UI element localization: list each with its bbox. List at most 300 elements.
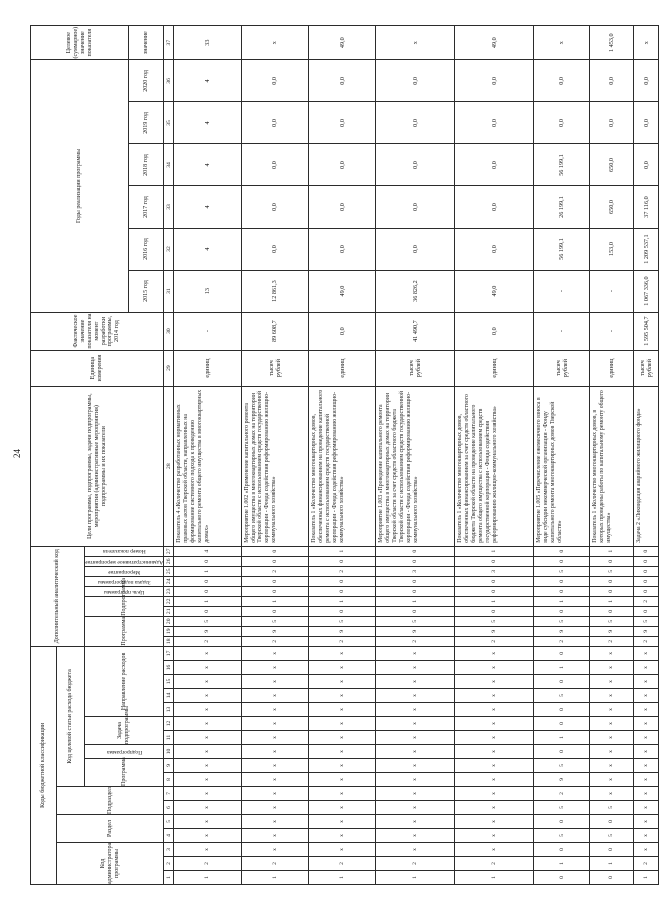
code-cell: х [174,661,241,675]
unit-cell: единиц [174,350,241,386]
code-cell: х [308,773,375,787]
code-cell: х [308,703,375,717]
code-cell: х [241,843,308,857]
code-cell: х [590,731,634,745]
column-number-cell: 11 [164,731,174,745]
code-cell: 5 [534,759,590,773]
code-cell: х [241,703,308,717]
code-cell: 1 [590,546,634,556]
code-cell: 0 [633,576,658,586]
code-cell: х [241,801,308,815]
code-cell: 5 [308,616,375,626]
year-value-cell: 0,0 [455,228,534,270]
code-cell: х [308,843,375,857]
code-cell: х [241,717,308,731]
column-number-cell: 21 [164,606,174,616]
year-value-cell: 0,0 [633,144,658,186]
year-value-cell: 0,0 [241,60,308,102]
year-value-cell: 37 116,0 [633,186,658,228]
year-value-cell: 49,0 [455,270,534,312]
code-cell: х [455,646,534,660]
code-cell: 0 [590,606,634,616]
code-cell: х [376,843,455,857]
code-cell: х [590,787,634,801]
column-number-cell: 20 [164,616,174,626]
year-header: 2017 год [129,186,164,228]
code-cell: 0 [241,576,308,586]
code-cell: х [455,745,534,759]
year-header: 2019 год [129,102,164,144]
code-cell: 0 [534,745,590,759]
year-value-cell: - [534,270,590,312]
code-cell: 0 [241,556,308,566]
code-cell: 2 [534,787,590,801]
column-number-cell: 12 [164,717,174,731]
code-cell: х [633,843,658,857]
year-value-cell: 0,0 [376,102,455,144]
code-cell: 5 [174,616,241,626]
year-value-cell: 12 861,3 [241,270,308,312]
code-cell: х [376,675,455,689]
code-cell: 0 [590,843,634,857]
code-cell: х [308,801,375,815]
code-cell: 2 [241,857,308,871]
code-cell: х [633,745,658,759]
code-cell: х [241,829,308,843]
year-value-cell: 0,0 [308,228,375,270]
code-cell: х [174,675,241,689]
year-value-cell: 56 199,1 [534,144,590,186]
code-cell: х [376,829,455,843]
year-value-cell: 4 [174,186,241,228]
year-value-cell: 4 [174,102,241,144]
code-cell: 9 [590,626,634,636]
extra-program-header: Программа [85,616,164,646]
code-cell: 2 [174,636,241,646]
code-cell: х [308,675,375,689]
year-value-cell: 0,0 [534,102,590,144]
code-cell: х [455,801,534,815]
code-cell: 1 [534,731,590,745]
year-header: 2016 год [129,228,164,270]
code-cell: 1 [241,596,308,606]
table-row [534,26,590,885]
code-cell: 0 [455,586,534,596]
extra-indicator-header: Номер показателя [85,546,164,556]
column-number-cell: 18 [164,636,174,646]
column-number-cell: 4 [164,829,174,843]
code-cell: х [174,745,241,759]
year-value-cell: 4 [174,60,241,102]
table-body [174,26,659,885]
code-cell: х [590,773,634,787]
code-cell: 0 [308,576,375,586]
code-cell: 1 [534,596,590,606]
table-row [633,26,658,885]
table-row [376,26,455,885]
code-cell: 5 [534,801,590,815]
code-cell: 0 [308,606,375,616]
base-value-cell: - [590,312,634,350]
year-value-cell: 0,0 [376,60,455,102]
code-cell: х [174,801,241,815]
code-cell: 1 [376,871,455,885]
task-header: Задача подпрограммы [85,717,164,745]
admin-code-header: Код администратора программы [57,843,164,885]
unit-cell: единиц [455,350,534,386]
column-number-cell: 6 [164,801,174,815]
target-value-cell: х [633,26,658,60]
year-value-cell: 0,0 [633,60,658,102]
code-cell: х [376,801,455,815]
description-cell: Показатель 1 «Количество многоквартирных домов, обеспеченных финансированием за счет средств областного бюджета Тверской области на проведение капитального ремонта общего имущества с использованием средств государственной корпорации - Фонда содействия реформированию жилищно-коммунального хозяйства» [455,386,534,546]
column-number-cell: 32 [164,228,174,270]
code-cell: х [241,689,308,703]
code-cell: х [308,646,375,660]
code-cell: х [174,773,241,787]
kbk-group-header: Коды бюджетной классификации [31,646,57,884]
code-cell: х [455,787,534,801]
unit-cell: тысяч рублей [534,350,590,386]
column-number-cell: 28 [164,386,174,546]
code-cell: х [455,689,534,703]
code-cell: 1 [174,566,241,576]
code-cell: х [174,759,241,773]
code-cell: 0 [590,586,634,596]
code-cell: х [376,773,455,787]
year-value-cell: 0,0 [455,144,534,186]
target-group-header: Целевое (суммарное) значение показателя [31,26,129,60]
code-cell: 0 [174,586,241,596]
column-number-row [164,26,174,885]
code-cell: 9 [633,626,658,636]
year-value-cell: 650,0 [590,144,634,186]
code-cell: 5 [590,616,634,626]
code-cell: 5 [376,616,455,626]
year-value-cell: 0,0 [376,186,455,228]
code-cell: х [174,843,241,857]
subprogram-header: Подпрограмма [85,745,164,759]
column-number-cell: 26 [164,556,174,566]
code-cell: х [241,759,308,773]
code-cell: х [590,661,634,675]
year-value-cell: 0,0 [376,228,455,270]
code-cell: х [241,675,308,689]
code-cell: 0 [534,576,590,586]
column-number-cell: 30 [164,312,174,350]
code-cell: 5 [455,616,534,626]
code-cell: 0 [376,556,455,566]
code-cell: 0 [376,606,455,616]
code-cell: 5 [534,689,590,703]
code-cell: 0 [633,556,658,566]
column-number-cell: 19 [164,626,174,636]
unit-cell: единиц [590,350,634,386]
code-cell: х [376,787,455,801]
code-cell: 9 [534,773,590,787]
code-cell: 9 [455,626,534,636]
code-cell: 0 [308,586,375,596]
table-row [241,26,308,885]
code-cell: 0 [534,871,590,885]
code-cell: х [590,703,634,717]
description-cell: Показатель 1 «Количество многоквартирных домов, обеспеченных финансированием на проведение капитального ремонта с использованием средств государственной корпорации - Фонда содействия реформированию жилищно-коммунального хозяйства» [308,386,375,546]
code-cell: х [455,843,534,857]
target-value-cell: 49,0 [455,26,534,60]
code-cell: х [633,703,658,717]
code-cell: 5 [534,829,590,843]
code-cell: 2 [633,596,658,606]
code-cell: х [174,815,241,829]
code-cell: 2 [241,636,308,646]
code-cell: х [376,745,455,759]
year-value-cell: 0,0 [308,102,375,144]
year-value-cell: 0,0 [534,60,590,102]
code-cell: х [308,787,375,801]
code-cell: х [174,731,241,745]
code-cell: 0 [534,546,590,556]
base-value-cell: 41 490,7 [376,312,455,350]
code-cell: х [455,815,534,829]
program-header: Программа [85,759,164,787]
code-cell: х [455,759,534,773]
code-cell: 2 [633,857,658,871]
description-cell: Задача 2 «Ликвидация аварийного жилищного фонда» [633,386,658,546]
code-cell: 0 [590,556,634,566]
code-cell: 2 [308,636,375,646]
column-number-cell: 1 [164,871,174,885]
landscape-table-container [30,25,654,885]
code-cell: 1 [308,871,375,885]
code-cell: 4 [174,546,241,556]
extra-task-header: Задача подпрограммы [85,576,164,586]
description-cell: Мероприятие 1.002 «Применение капитального ремонта общего имущества в многоквартирных домах на территории Тверской области с использованием средств государственной корпорации - Фонда содействия реформированию жилищно-коммунального хозяйства» [241,386,308,546]
code-cell: 1 [455,546,534,556]
year-value-cell: 0,0 [308,144,375,186]
code-cell: х [455,661,534,675]
section-header: Раздел [57,815,164,843]
code-cell: 1 [534,857,590,871]
column-number-cell: 10 [164,745,174,759]
code-cell: 0 [308,556,375,566]
code-cell: 0 [534,717,590,731]
code-cell: х [241,661,308,675]
column-number-cell: 31 [164,270,174,312]
code-cell: 1 [308,596,375,606]
year-value-cell: 0,0 [241,144,308,186]
direction-header: Направление расходов [85,646,164,716]
code-cell: 2 [376,636,455,646]
year-value-cell: 0,0 [376,144,455,186]
column-number-cell: 27 [164,546,174,556]
description-cell: Показатель 4 «Количество разработанных нормативных правовых актов Тверской области, направленных на формирование системного подхода к проведению капитального ремонта общего имущества в многоквартирных домах» [174,386,241,546]
target-value-cell: х [241,26,308,60]
code-cell: 0 [534,703,590,717]
base-value-cell: 0,0 [455,312,534,350]
column-number-cell: 22 [164,596,174,606]
code-cell: х [308,689,375,703]
code-cell: 0 [241,546,308,556]
column-number-cell: 33 [164,186,174,228]
column-number-cell: 15 [164,675,174,689]
year-header: 2015 год [129,270,164,312]
code-cell: 9 [241,626,308,636]
description-header: Цели программы, подпрограммы, задачи подпрограммы, мероприятия (административные мероприятия) подпрограммы и их показатели [31,386,164,546]
code-cell: 0 [455,556,534,566]
code-cell: 2 [534,636,590,646]
code-cell: х [241,745,308,759]
column-number-cell: 37 [164,26,174,60]
year-value-cell: 4 [174,144,241,186]
description-cell: Мероприятие 1.005 «Перечисление ежемесячного взноса в виде субсидии некоммерческой организации - Фонду капитального ремонта многоквартирных домов Тверской области» [534,386,590,546]
code-cell: х [633,646,658,660]
column-number-cell: 7 [164,787,174,801]
base-value-cell: - [534,312,590,350]
code-cell: 0 [633,566,658,576]
column-number-cell: 24 [164,576,174,586]
year-value-cell: 56 199,1 [534,228,590,270]
page-number: 24 [12,449,22,458]
code-cell: 0 [633,546,658,556]
program-indicators-table [30,25,659,885]
code-cell: х [633,689,658,703]
column-number-cell: 8 [164,773,174,787]
year-value-cell: 0,0 [590,102,634,144]
code-cell: х [633,675,658,689]
year-value-cell: 0,0 [241,186,308,228]
code-cell: 0 [534,843,590,857]
year-value-cell: 1 209 537,1 [633,228,658,270]
year-value-cell: 26 199,1 [534,186,590,228]
code-cell: 0 [376,586,455,596]
code-cell: 2 [455,857,534,871]
code-cell: 1 [174,596,241,606]
code-cell: х [174,787,241,801]
code-cell: х [241,646,308,660]
target-value-cell: 49,0 [308,26,375,60]
code-cell: 1 [455,871,534,885]
column-number-cell: 23 [164,586,174,596]
target-value-cell: 33 [174,26,241,60]
code-cell: 9 [308,626,375,636]
code-cell: 5 [590,829,634,843]
code-cell: 0 [534,675,590,689]
base-value-cell: - [174,312,241,350]
code-cell: х [633,759,658,773]
code-cell: х [590,646,634,660]
extra-measure-header: Мероприятие [85,566,164,576]
code-cell: 0 [534,556,590,566]
code-cell: 5 [534,616,590,626]
table-row [590,26,634,885]
unit-cell: тысяч рублей [633,350,658,386]
column-number-cell: 17 [164,646,174,660]
year-value-cell: 153,0 [590,228,634,270]
code-cell: х [633,717,658,731]
code-cell: 5 [590,566,634,576]
year-value-cell: 0,0 [308,60,375,102]
year-value-cell: 0,0 [455,60,534,102]
code-cell: 2 [633,636,658,646]
code-cell: 3 [376,566,455,576]
column-number-cell: 16 [164,661,174,675]
code-cell: х [174,703,241,717]
code-cell: х [590,689,634,703]
code-cell: 0 [534,815,590,829]
year-value-cell: 0,0 [590,60,634,102]
code-cell: х [633,815,658,829]
code-cell: х [241,815,308,829]
code-cell: х [590,745,634,759]
years-group-header: Годы реализации программы [31,60,129,312]
code-cell: 2 [308,566,375,576]
unit-cell: тысяч рублей [241,350,308,386]
unit-header: Единица измерения [31,350,164,386]
code-cell: 0 [534,586,590,596]
code-cell: х [308,717,375,731]
table-row [455,26,534,885]
code-cell: 1 [241,871,308,885]
code-cell: х [241,787,308,801]
code-cell: х [376,661,455,675]
code-cell: х [633,661,658,675]
code-cell: х [308,815,375,829]
year-value-cell: 1 067 336,0 [633,270,658,312]
code-cell: 0 [455,576,534,586]
code-cell: 9 [376,626,455,636]
code-cell: 0 [174,556,241,566]
base-value-cell: 1 595 504,7 [633,312,658,350]
code-cell: 0 [376,546,455,556]
column-number-cell: 13 [164,703,174,717]
column-number-cell: 25 [164,566,174,576]
code-cell: х [174,717,241,731]
code-cell: 0 [590,815,634,829]
year-value-cell: 13 [174,270,241,312]
code-cell: х [174,689,241,703]
code-cell: х [376,689,455,703]
code-cell: х [174,829,241,843]
code-cell: х [633,829,658,843]
code-cell: х [455,703,534,717]
code-cell: 3 [455,566,534,576]
code-cell: х [174,646,241,660]
code-cell: х [376,703,455,717]
column-number-cell: 5 [164,815,174,829]
code-cell: х [376,759,455,773]
table-row [308,26,375,885]
code-cell: 0 [241,606,308,616]
year-value-cell: 49,0 [308,270,375,312]
code-cell: х [376,731,455,745]
code-cell: х [455,675,534,689]
code-cell: х [308,731,375,745]
column-number-cell: 36 [164,60,174,102]
code-cell: 0 [174,606,241,616]
column-number-cell: 9 [164,759,174,773]
year-value-cell: 0,0 [241,228,308,270]
code-cell: х [308,759,375,773]
year-value-cell: 4 [174,228,241,270]
extra-code-group-header: Дополнительный аналитический код [31,546,85,646]
unit-cell: тысяч рублей [376,350,455,386]
year-value-cell: 0,0 [308,186,375,228]
target-value-cell: 1 453,0 [590,26,634,60]
code-cell: х [455,829,534,843]
code-cell: 2 [455,636,534,646]
code-cell: х [633,731,658,745]
code-cell: 1 [590,596,634,606]
